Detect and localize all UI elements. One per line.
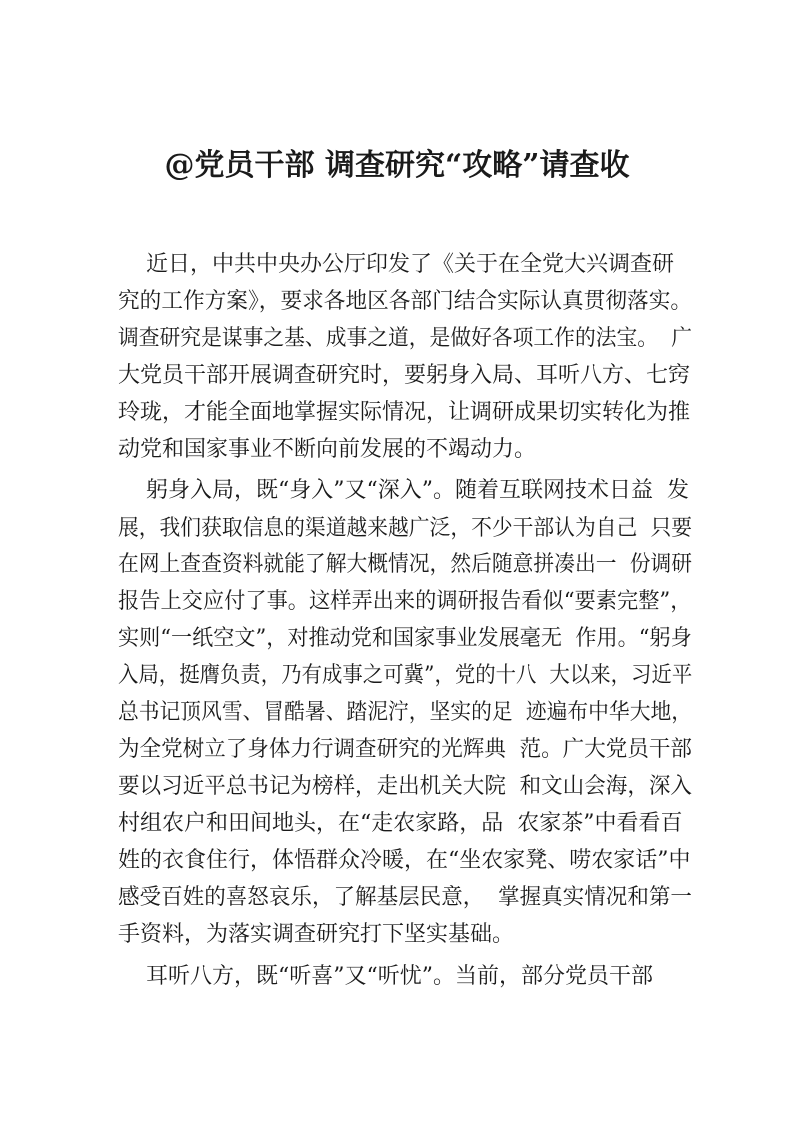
body-line: 报告上交应付了事。这样弄出来的调研报告看似“要素完整”， xyxy=(118,589,692,614)
body-line: 动党和国家事业不断向前发展的不竭动力。 xyxy=(118,437,537,462)
body-line: 大党员干部开展调查研究时，要躬身入局、耳听八方、七窍 xyxy=(118,363,691,388)
body-line: 调查研究是谋事之基、成事之道，是做好各项工作的法宝。 广 xyxy=(118,326,693,351)
body-line: 要以习近平总书记为榜样，走出机关大院 和文山会海，深入 xyxy=(118,774,692,799)
document-title: @党员干部 调查研究“攻略”请查收 xyxy=(164,148,630,183)
body-line: 总书记顶风雪、冒酷暑、踏泥泞，坚实的足 迹遍布中华大地， xyxy=(118,700,693,725)
body-line: 在网上查查资料就能了解大概情况，然后随意拼凑出一 份调研 xyxy=(118,552,693,577)
body-line: 入局，挺膺负责，乃有成事之可冀”，党的十八 大以来，习近平 xyxy=(118,663,693,688)
body-line: 村组农户和田间地头，在“走农家路，品 农家茶”中看看百 xyxy=(118,811,683,836)
body-line: 玲珑，才能全面地掌握实际情况，让调研成果切实转化为推 xyxy=(118,400,691,425)
body-line: 感受百姓的喜怒哀乐，了解基层民意， 掌握真实情况和第一 xyxy=(118,885,692,910)
body-line: 手资料，为落实调查研究打下坚实基础。 xyxy=(118,922,515,947)
body-line: 近日，中共中央办公厅印发了《关于在全党大兴调查研 xyxy=(118,252,674,277)
body-line: 躬身入局，既“身入”又“深入”。随着互联网技术日益 发 xyxy=(118,478,689,503)
body-line: 展，我们获取信息的渠道越来越广泛，不少干部认为自己 只要 xyxy=(118,516,693,541)
body-line: 实则“一纸空文”，对推动党和国家事业发展毫无 作用。“躬身 xyxy=(118,626,692,651)
body-line: 为全党树立了身体力行调查研究的光辉典 范。广大党员干部 xyxy=(118,737,692,762)
body-line: 耳听八方，既“听喜”又“听忧”。当前，部分党员干部 xyxy=(118,964,653,989)
body-line: 姓的衣食住行，体悟群众冷暖，在“坐农家凳、唠农家话”中 xyxy=(118,848,691,873)
body-line: 究的工作方案》，要求各地区各部门结合实际认真贯彻落实。 xyxy=(118,289,693,314)
